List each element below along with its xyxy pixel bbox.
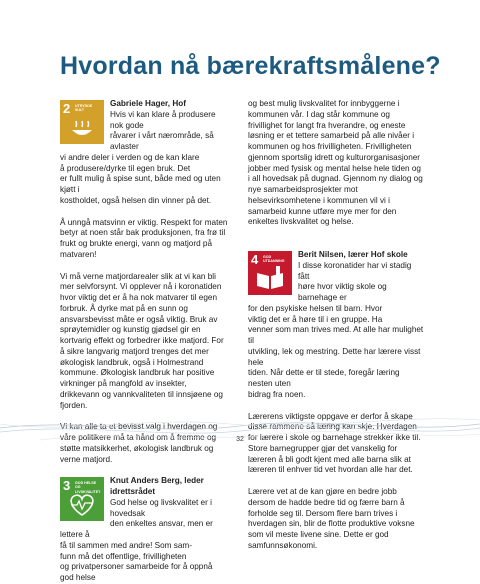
sdg-4-label: GOD UTDANNING xyxy=(263,255,285,264)
block1-line-5: er fullt mulig å spise sunt, både med og uten kjøtt i xyxy=(60,174,221,194)
paragraph-farmland: Vi må verne matjordarealer slik at vi kan bli mer selvforsynt. Vi opplever nå i koronatiden hvor viktig det er å ha nok matvarer til egen forbruk. Å dyrke mat på en sunn og ansvarsbevisst måte er også viktig. Bruk av sprøytemidler og kunstig gjødsel gir en kortvarig effekt og forbedrer ikke matjord. For å sikre langvarig matjord trenges det mer økologisk landbruk, også i Holmestrand kommune. Økologisk landbruk har positive virkninger på mangfold av insekter, drikkevann og vannkvaliteten til innsjøene og fjorden. xyxy=(60,271,224,410)
paragraph-conscious-choice: Vi kan alle ta et bevisst valg i hverdagen og våre politikere må ta hånd om å fremme og støtte matsikkerhet, økologisk landbruk og verne matjord. xyxy=(60,422,218,464)
right-column xyxy=(248,99,424,552)
author-berit-nilsen: Berit Nilsen, lærer Hof skole xyxy=(298,250,408,259)
paragraph-teacher-role: Lærerens viktigste oppgave er derfor å skape disse rammene så læring kan skje. Hverdagen for lærere i skole og barnehage strekker ikke til. Store barnegrupper gjør det vanskelig for læreren å bli godt kjent med alle barna slik at læreren til enhver tid vet hvordan alle har det. xyxy=(248,411,421,475)
heartbeat-icon xyxy=(60,477,104,521)
block3-line-7: tiden. Når dette er til stede, foregår læring nesten uten xyxy=(248,368,400,388)
block1-line-4: å produsere/dyrke til egen bruk. Det xyxy=(60,163,191,173)
block1-line-3: vi andre deler i verden og de kan klare xyxy=(60,152,200,162)
left-column xyxy=(60,99,228,584)
block2-line-5: og privatpersoner samarbeide for å oppnå god helse xyxy=(60,562,213,582)
sdg-3-number: 3 xyxy=(63,478,71,494)
block3-line-4: viktig det er å høre til i en gruppe. Ha xyxy=(248,314,383,324)
block3-line-1: I disse koronatider har vi stadig fått xyxy=(298,260,412,281)
sdg-4-number: 4 xyxy=(251,252,259,267)
block3-line-3: for den psykiske helsen til barn. Hvor xyxy=(248,303,383,313)
block3-line-8: bidrag fra noen. xyxy=(248,389,306,399)
sdg-3-badge xyxy=(60,477,104,521)
block3-line-6: utvikling, lek og mestring. Dette har lærere visst hele xyxy=(248,346,421,367)
sdg-2-badge xyxy=(60,100,104,144)
food-bowl-icon xyxy=(60,100,104,144)
block3-line-5: venner som man trives med. At alle har mulighet til xyxy=(248,325,424,345)
page-number: 32 xyxy=(236,436,244,443)
block1-line-1: Hvis vi kan klare å produsere nok gode xyxy=(110,109,216,130)
author-gabriele-hager: Gabriele Hager, Hof xyxy=(110,99,186,108)
author-knut-anders-berg: Knut Anders Berg, leder idrettsrådet xyxy=(110,476,204,496)
block2-line-4: funn må det offentlige, frivilligheten xyxy=(60,551,187,561)
paragraph-health-cooperation: og best mulig livskvalitet for innbyggerne i kommunen vår. I dag står kommune og frivillighet for langt fra hverandre, og eneste løsning er et tettere samarbeid på alle nivåer i kommunen og hos frivilligheten. Frivilligheten gjennom sportslig idrett og kulturorganisasjoner jobber med fysisk og mental helse hele tiden og i all hovedsak på dugnad. Gjennom ny dialog og nye samarbeidsprosjekter mot helsevirksomhetene i kommunen vil vi i samarbeid kunne utføre mye mer for den enkeltes livskvalitet og helse. xyxy=(248,99,423,227)
block2-line-1: God helse og livskvalitet er i hovedsak xyxy=(110,497,212,518)
block2-line-3: få til sammen med andre! Som sam- xyxy=(60,540,192,550)
block1-line-6: kostholdet, også helsen din vinner på det. xyxy=(60,195,212,205)
block3-line-2: høre hvor viktig skole og barnehage er xyxy=(298,282,387,302)
sdg-2-label: UTRYDDE SULT xyxy=(75,104,93,113)
paragraph-food-waste: Å unngå matsvinn er viktig. Respekt for maten betyr at noen står bak produksjonen, fra frø til frukt og brukte energi, vann og matjord på matvaren! xyxy=(60,217,228,259)
block1-line-2: råvarer i vårt nærområde, så avlaster xyxy=(110,131,214,151)
page-title: Hvordan nå bærekraftsmålene? xyxy=(60,52,441,80)
paragraph-teacher-time: Lærere vet at de kan gjøre en bedre jobb dersom de hadde bedre tid og færre barn å forholde seg til. Dersom flere barn trives i hverdagen sin, blir de flotte produktive voksne som vil meste livene sine. Dette er god samfunnsøkonomi. xyxy=(248,487,415,550)
sdg-4-badge xyxy=(248,251,292,295)
sdg-3-label: GOD HELSE OG LIVSKVALITET xyxy=(75,481,101,494)
block2-line-2: den enkeltes ansvar, men er lettere å xyxy=(60,519,213,539)
sdg-2-number: 2 xyxy=(63,101,71,116)
book-pen-icon xyxy=(248,251,292,295)
